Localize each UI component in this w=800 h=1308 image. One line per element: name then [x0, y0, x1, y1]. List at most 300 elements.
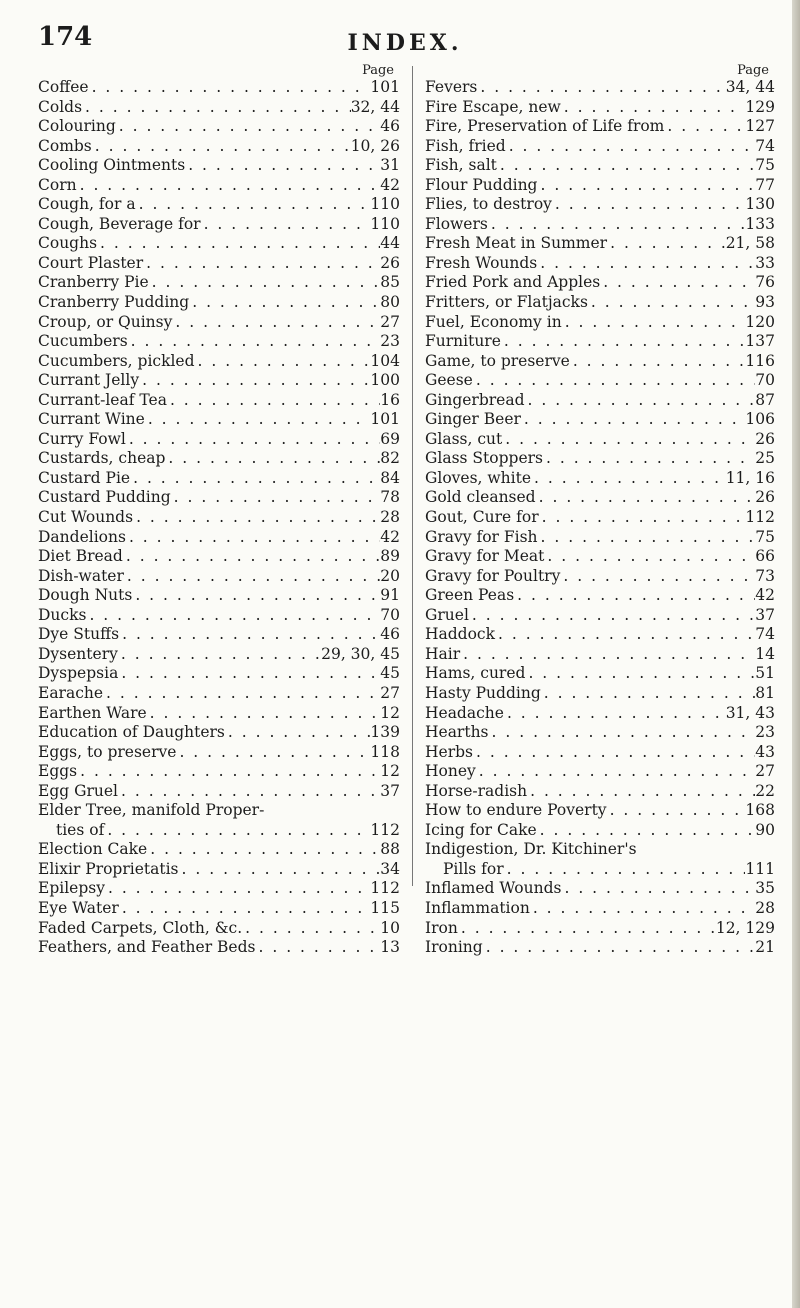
entry-pages: 70 [755, 371, 775, 390]
entry-pages: 23 [380, 332, 400, 351]
entry-term: ties of [56, 820, 105, 839]
entry-pages: 42 [380, 527, 400, 546]
dot-leader [185, 156, 380, 176]
dot-leader [600, 273, 755, 293]
index-entry [38, 840, 400, 860]
dot-leader [477, 78, 725, 98]
entry-pages: 104 [370, 351, 400, 370]
entry-term: Hams, cured [425, 664, 526, 683]
entry-pages: 118 [370, 742, 400, 761]
index-entry [38, 78, 400, 98]
index-entry [38, 879, 400, 899]
index-column-left [38, 64, 400, 958]
dot-leader [543, 449, 755, 469]
index-entry [38, 743, 400, 763]
index-entry [425, 762, 775, 782]
index-entry [38, 645, 400, 665]
entry-term: Cough, for a [38, 195, 136, 214]
entry-term: Hasty Pudding [425, 683, 541, 702]
entry-term: Fish, salt [425, 156, 497, 175]
entry-term: Custards, cheap [38, 449, 166, 468]
entry-term: Cucumbers, pickled [38, 351, 195, 370]
index-entry [38, 273, 400, 293]
dot-leader [531, 469, 726, 489]
entry-term: Fevers [425, 78, 478, 96]
dot-leader [541, 684, 756, 704]
entry-pages: 11, 16 [725, 468, 775, 487]
entry-term: Cough, Beverage for [38, 214, 201, 233]
dot-leader [165, 449, 380, 469]
index-entry [38, 606, 400, 626]
entry-pages: 42 [755, 586, 775, 605]
entry-term: Gravy for Meat [425, 547, 545, 566]
entry-pages: 16 [380, 390, 400, 409]
entry-term: Court Plaster [38, 253, 144, 272]
dot-leader [607, 801, 746, 821]
entry-pages: 85 [380, 273, 400, 292]
index-entry [425, 215, 775, 235]
index-entry [425, 313, 775, 333]
dot-leader [82, 98, 351, 118]
dot-leader [201, 215, 371, 235]
entry-term: Cut Wounds [38, 508, 134, 527]
dot-leader [176, 743, 370, 763]
entry-term: Glass Stoppers [425, 449, 543, 468]
entry-pages: 46 [380, 625, 400, 644]
dot-leader [195, 352, 371, 372]
dot-leader [473, 371, 755, 391]
dot-leader [537, 254, 755, 274]
entry-term: Fried Pork and Apples [425, 273, 601, 292]
index-entry [425, 606, 775, 626]
dot-leader [116, 117, 381, 137]
entry-pages: 89 [380, 547, 400, 566]
page-column-label: Page [362, 63, 394, 78]
dot-leader [607, 234, 726, 254]
entry-term: How to endure Poverty [425, 801, 607, 820]
dot-leader [124, 567, 380, 587]
entry-term: Elder Tree, manifold Proper- [38, 801, 265, 820]
index-entry [38, 449, 400, 469]
entry-pages: 12, 129 [715, 918, 775, 937]
index-entry [38, 156, 400, 176]
entry-term: Custard Pie [38, 468, 131, 487]
index-entry [38, 528, 400, 548]
index-entry [38, 684, 400, 704]
dot-leader [139, 371, 370, 391]
entry-pages: 10 [380, 918, 400, 937]
entry-term: Colds [38, 97, 83, 116]
entry-term: Coffee [38, 78, 89, 96]
entry-pages: 34, 44 [725, 78, 775, 96]
entry-pages: 73 [755, 566, 775, 585]
entry-term: Cranberry Pudding [38, 293, 190, 312]
entry-pages: 88 [380, 840, 400, 859]
entry-pages: 27 [380, 683, 400, 702]
dot-leader [118, 645, 321, 665]
dot-leader [538, 528, 756, 548]
dot-leader [537, 176, 755, 196]
dot-leader [552, 195, 745, 215]
dot-leader [143, 254, 380, 274]
entry-pages: 168 [745, 801, 775, 820]
entry-pages: 37 [755, 605, 775, 624]
entry-term: Dish-water [38, 566, 124, 585]
entry-term: Dye Stuffs [38, 625, 120, 644]
index-entry [425, 176, 775, 196]
page-edge [792, 0, 800, 1308]
entry-pages: 25 [755, 449, 775, 468]
index-entry [425, 234, 775, 254]
index-entry [38, 391, 400, 411]
index-entry [38, 430, 400, 450]
entry-pages: 46 [380, 117, 400, 136]
dot-leader [189, 293, 380, 313]
entry-term: Currant Wine [38, 410, 145, 429]
dot-leader [537, 821, 756, 841]
dot-leader [536, 488, 756, 508]
dot-leader [105, 879, 370, 899]
entry-term: Dandelions [38, 527, 126, 546]
index-entry [425, 352, 775, 372]
entry-pages: 74 [755, 136, 775, 155]
entry-term: Gold cleansed [425, 488, 536, 507]
index-entry [38, 313, 400, 333]
entry-pages: 31 [380, 156, 400, 175]
page-title: INDEX. [347, 30, 463, 56]
entry-term: Coughs [38, 234, 98, 253]
entry-pages: 91 [380, 586, 400, 605]
entry-pages: 110 [370, 195, 400, 214]
dot-leader [118, 782, 380, 802]
index-entry [425, 371, 775, 391]
index-entry [425, 488, 775, 508]
dot-leader [77, 762, 380, 782]
entry-term: Gravy for Fish [425, 527, 538, 546]
entry-pages: 37 [380, 781, 400, 800]
entry-term: Feathers, and Feather Beds [38, 938, 256, 957]
entry-term: Gruel [425, 605, 469, 624]
entry-term: Gloves, white [425, 468, 532, 487]
index-entry [38, 625, 400, 645]
entry-pages: 80 [380, 293, 400, 312]
index-entry [38, 704, 400, 724]
dot-leader [133, 508, 380, 528]
entry-term: Glass, cut [425, 429, 503, 448]
dot-leader [561, 879, 755, 899]
entry-pages: 34 [380, 859, 400, 878]
dot-leader [136, 195, 371, 215]
dot-leader [527, 782, 755, 802]
entry-term: Fresh Wounds [425, 253, 538, 272]
entry-pages: 112 [370, 879, 400, 898]
entry-pages: 10, 26 [350, 136, 400, 155]
dot-leader [132, 586, 380, 606]
index-entries-right [425, 78, 775, 958]
dot-leader [483, 938, 756, 958]
entry-pages: 111 [745, 859, 775, 878]
dot-leader [104, 821, 370, 841]
entry-pages: 127 [745, 117, 775, 136]
index-entry [425, 528, 775, 548]
entry-pages: 112 [370, 820, 400, 839]
dot-leader [460, 645, 755, 665]
index-entry [425, 98, 775, 118]
dot-leader [489, 723, 756, 743]
entry-pages: 110 [370, 214, 400, 233]
entry-term: Fritters, or Flatjacks [425, 293, 588, 312]
index-entry [38, 352, 400, 372]
dot-leader [488, 215, 746, 235]
dot-leader [544, 547, 755, 567]
index-entry [425, 156, 775, 176]
entry-pages: 139 [370, 723, 400, 742]
index-entry [38, 762, 400, 782]
entry-term: Flies, to destroy [425, 195, 552, 214]
entry-pages: 129 [745, 97, 775, 116]
entry-term: Gingerbread [425, 390, 525, 409]
dot-leader [525, 391, 756, 411]
entry-term: Epilepsy [38, 879, 105, 898]
index-entry [38, 586, 400, 606]
entry-pages: 116 [745, 351, 775, 370]
entry-term: Fish, fried [425, 136, 506, 155]
index-entry [425, 332, 775, 352]
entry-pages: 69 [380, 429, 400, 448]
index-entry [38, 938, 400, 958]
index-entry [38, 547, 400, 567]
index-entry [425, 273, 775, 293]
index-entry [425, 645, 775, 665]
entry-term: Eggs, to preserve [38, 742, 177, 761]
dot-leader [171, 488, 381, 508]
dot-leader [506, 137, 756, 157]
entry-term: Headache [425, 703, 504, 722]
index-entry [425, 801, 775, 821]
entry-term: Earthen Ware [38, 703, 147, 722]
entry-term: Election Cake [38, 840, 148, 859]
index-entry [38, 410, 400, 430]
dot-leader [473, 743, 755, 763]
entry-pages: 130 [745, 195, 775, 214]
entry-term: Ducks [38, 605, 87, 624]
entry-term: Earache [38, 683, 104, 702]
entry-term: Egg Gruel [38, 781, 118, 800]
entry-pages: 22 [755, 781, 775, 800]
dot-leader [179, 860, 381, 880]
entry-term: Curry Fowl [38, 429, 126, 448]
entry-pages: 77 [755, 175, 775, 194]
dot-leader [502, 430, 755, 450]
entry-term: Currant Jelly [38, 371, 140, 390]
index-entries-left [38, 78, 400, 958]
index-entry [425, 410, 775, 430]
entry-term: Cranberry Pie [38, 273, 149, 292]
page-number: 174 [38, 22, 93, 52]
entry-pages: 26 [755, 429, 775, 448]
index-entry [425, 879, 775, 899]
entry-term: Hair [425, 644, 461, 663]
dot-leader [147, 704, 381, 724]
index-entry [425, 586, 775, 606]
index-entry [425, 391, 775, 411]
index-entry [38, 664, 400, 684]
index-entry [425, 137, 775, 157]
dot-leader [77, 176, 381, 196]
index-entry [38, 117, 400, 137]
index-entry [425, 723, 775, 743]
entry-term: Hearths [425, 723, 489, 742]
entry-term: Ironing [425, 938, 483, 957]
dot-leader [255, 938, 380, 958]
entry-term: Flowers [425, 214, 488, 233]
index-entry [38, 195, 400, 215]
index-entry [425, 625, 775, 645]
entry-term: Cooling Ointments [38, 156, 186, 175]
entry-pages: 31, 43 [725, 703, 775, 722]
entry-term: Ginger Beer [425, 410, 521, 429]
dot-leader [126, 528, 380, 548]
entry-pages: 27 [380, 312, 400, 331]
entry-term: Corn [38, 175, 77, 194]
entry-term: Inflamed Wounds [425, 879, 562, 898]
entry-pages: 81 [755, 683, 775, 702]
entry-term: Indigestion, Dr. Kitchiner's [425, 840, 637, 859]
dot-leader [504, 860, 746, 880]
entry-pages: 21, 58 [725, 234, 775, 253]
index-entry [425, 117, 775, 137]
entry-pages: 45 [380, 664, 400, 683]
entry-pages: 29, 30, 45 [321, 644, 400, 663]
dot-leader [167, 391, 380, 411]
entry-pages: 26 [380, 253, 400, 272]
entry-term: Dyspepsia [38, 664, 119, 683]
dot-leader [458, 919, 716, 939]
index-entry [425, 254, 775, 274]
index-entry [425, 430, 775, 450]
dot-leader [514, 586, 755, 606]
dot-leader [119, 899, 371, 919]
entry-pages: 51 [755, 664, 775, 683]
entry-term: Flour Pudding [425, 175, 538, 194]
index-entry [38, 176, 400, 196]
index-entry [38, 821, 400, 841]
index-entry [425, 840, 775, 860]
dot-leader [525, 664, 755, 684]
entry-term: Inflammation [425, 898, 530, 917]
dot-leader [123, 547, 380, 567]
entry-term: Eggs [38, 762, 78, 781]
index-entry [38, 332, 400, 352]
entry-pages: 66 [755, 547, 775, 566]
index-entry [425, 508, 775, 528]
entry-pages: 28 [380, 508, 400, 527]
entry-pages: 42 [380, 175, 400, 194]
dot-leader [561, 98, 746, 118]
entry-term: Custard Pudding [38, 488, 171, 507]
dot-leader [119, 625, 380, 645]
entry-pages: 101 [370, 78, 400, 96]
dot-leader [103, 684, 380, 704]
entry-pages: 101 [370, 410, 400, 429]
index-entry [38, 782, 400, 802]
entry-pages: 106 [745, 410, 775, 429]
entry-pages: 23 [755, 723, 775, 742]
entry-pages: 84 [380, 468, 400, 487]
entry-pages: 12 [380, 762, 400, 781]
index-entry [425, 195, 775, 215]
dot-leader [242, 919, 380, 939]
index-entry [38, 919, 400, 939]
dot-leader [476, 762, 756, 782]
index-entry [38, 137, 400, 157]
index-entry [38, 723, 400, 743]
dot-leader [469, 606, 755, 626]
entry-term: Colouring [38, 117, 116, 136]
index-entry [425, 743, 775, 763]
index-entry [38, 293, 400, 313]
dot-leader [570, 352, 746, 372]
entry-pages: 112 [745, 508, 775, 527]
entry-pages: 137 [745, 332, 775, 351]
index-entry [425, 938, 775, 958]
entry-term: Fire Escape, new [425, 97, 561, 116]
entry-pages: 76 [755, 273, 775, 292]
entry-term: Cucumbers [38, 332, 128, 351]
dot-leader [147, 840, 380, 860]
entry-pages: 43 [755, 742, 775, 761]
entry-pages: 133 [745, 214, 775, 233]
index-entry [425, 919, 775, 939]
index-entry [38, 254, 400, 274]
dot-leader [145, 410, 371, 430]
entry-pages: 32, 44 [350, 97, 400, 116]
index-entry [38, 508, 400, 528]
index-entry [38, 215, 400, 235]
index-entry [425, 704, 775, 724]
dot-leader [128, 332, 381, 352]
entry-pages: 21 [755, 938, 775, 957]
entry-pages: 28 [755, 898, 775, 917]
index-entry [425, 293, 775, 313]
entry-term: Haddock [425, 625, 496, 644]
entry-pages: 35 [755, 879, 775, 898]
dot-leader [495, 625, 755, 645]
dot-leader [521, 410, 746, 430]
entry-term: Pills for [443, 859, 504, 878]
entry-pages: 12 [380, 703, 400, 722]
dot-leader [501, 332, 746, 352]
index-entry [425, 547, 775, 567]
entry-term: Furniture [425, 332, 501, 351]
entry-term: Dysentery [38, 644, 118, 663]
column-divider [412, 66, 413, 886]
entry-pages: 20 [380, 566, 400, 585]
entry-pages: 44 [380, 234, 400, 253]
entry-term: Dough Nuts [38, 586, 133, 605]
dot-leader [504, 704, 726, 724]
entry-term: Eye Water [38, 898, 119, 917]
index-entry [38, 567, 400, 587]
index-entry [38, 371, 400, 391]
index-entry [425, 821, 775, 841]
dot-leader [86, 606, 380, 626]
index-entry [38, 860, 400, 880]
index-entry [38, 801, 400, 821]
entry-pages: 33 [755, 253, 775, 272]
entry-term: Fuel, Economy in [425, 312, 562, 331]
index-entry [425, 684, 775, 704]
